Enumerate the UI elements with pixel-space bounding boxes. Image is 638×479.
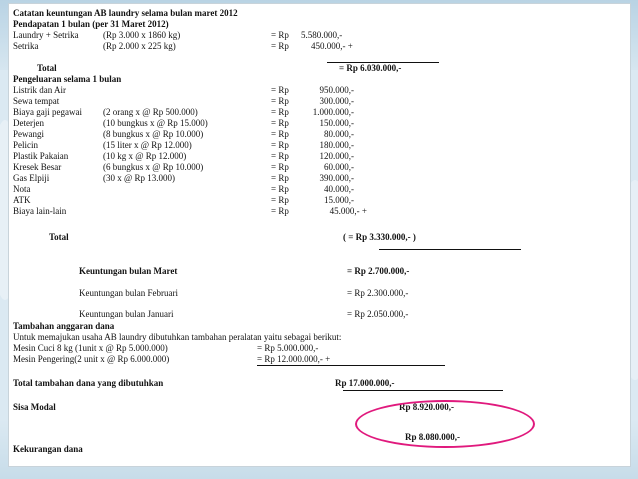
expense-row-detail: (10 kg x @ Rp 12.000) <box>103 151 187 161</box>
expense-row-eq: = Rp <box>271 195 289 205</box>
expense-row-amount: 120.000,- <box>319 151 354 161</box>
expense-row-name: Deterjen <box>13 118 44 128</box>
expense-row-amount: 80.000,- <box>324 129 354 139</box>
expense-row-amount: 950.000,- <box>319 85 354 95</box>
expense-row-name: Sewa tempat <box>13 96 60 106</box>
profit-march-label: Keuntungan bulan Maret <box>79 266 178 276</box>
document-sheet <box>8 3 631 467</box>
expense-row-amount: 15.000,- <box>324 195 354 205</box>
profit-march-value: = Rp 2.700.000,- <box>347 266 410 276</box>
expense-row-amount: 390.000,- <box>319 173 354 183</box>
additional-row-name: Mesin Cuci 8 kg (1unit x @ Rp 5.000.000) <box>13 343 168 353</box>
income-total-label: Total <box>37 63 57 73</box>
additional-total-value: Rp 17.000.000,- <box>335 378 395 388</box>
expense-row-eq: = Rp <box>271 173 289 183</box>
expense-row-eq: = Rp <box>271 118 289 128</box>
capital-label: Sisa Modal <box>13 402 56 412</box>
additional-row-value: = Rp 12.000.000,- + <box>257 354 331 364</box>
expense-row-name: Pelicin <box>13 140 38 150</box>
document-title: Catatan keuntungan AB laundry selama bulan maret 2012 <box>13 8 238 18</box>
expense-row-detail: (15 liter x @ Rp 12.000) <box>103 140 192 150</box>
expense-row-name: Plastik Pakaian <box>13 151 69 161</box>
expense-row-eq: = Rp <box>271 151 289 161</box>
expenses-total-value: ( = Rp 3.330.000,- ) <box>343 232 416 242</box>
income-row-amount: 450.000,- + <box>311 41 353 51</box>
expense-row-eq: = Rp <box>271 184 289 194</box>
expense-row-detail: (30 x @ Rp 13.000) <box>103 173 176 183</box>
additional-total-line <box>343 390 503 391</box>
capital-value: Rp 8.920.000,- <box>399 402 455 412</box>
expense-row-eq: = Rp <box>271 107 289 117</box>
expense-row-amount: 150.000,- <box>319 118 354 128</box>
expenses-header: Pengeluaran selama 1 bulan <box>13 74 122 84</box>
expense-row-eq: = Rp <box>271 140 289 150</box>
income-row-name: Laundry + Setrika <box>13 30 79 40</box>
expense-row-amount: 300.000,- <box>319 96 354 106</box>
income-row-detail: (Rp 3.000 x 1860 kg) <box>103 30 181 40</box>
expense-row-name: Listrik dan Air <box>13 85 66 95</box>
expenses-sum-line <box>379 249 521 250</box>
expense-row-eq: = Rp <box>271 162 289 172</box>
income-row-eq: = Rp <box>271 30 289 40</box>
additional-note: Untuk memajukan usaha AB laundry dibutuhkan tambahan peralatan yaitu sebagai berikut: <box>13 332 342 342</box>
expense-row-eq: = Rp <box>271 129 289 139</box>
profit-jan-value: = Rp 2.050.000,- <box>347 309 409 319</box>
income-row-amount: 5.580.000,- <box>301 30 343 40</box>
expense-row-name: Biaya lain-lain <box>13 206 67 216</box>
profit-feb-value: = Rp 2.300.000,- <box>347 288 409 298</box>
expense-row-amount: 1.000.000,- <box>312 107 354 117</box>
expense-row-name: Biaya gaji pegawai <box>13 107 82 117</box>
profit-feb-label: Keuntungan bulan Februari <box>79 288 178 298</box>
expense-row-detail: (6 bungkus x @ Rp 10.000) <box>103 162 204 172</box>
profit-jan-label: Keuntungan bulan Januari <box>79 309 174 319</box>
expense-row-amount: 45.000,- + <box>329 206 367 216</box>
expense-row-name: Kresek Besar <box>13 162 62 172</box>
expense-row-detail: (8 bungkus x @ Rp 10.000) <box>103 129 204 139</box>
shortfall-value: Rp 8.080.000,- <box>405 432 461 442</box>
expenses-total-label: Total <box>49 232 69 242</box>
additional-sum-line <box>257 365 445 366</box>
expense-row-name: Pewangi <box>13 129 44 139</box>
expense-row-detail: (2 orang x @ Rp 500.000) <box>103 107 198 117</box>
income-row-eq: = Rp <box>271 41 289 51</box>
expense-row-name: Gas Elpiji <box>13 173 50 183</box>
additional-header: Tambahan anggaran dana <box>13 321 115 331</box>
additional-row-name: Mesin Pengering(2 unit x @ Rp 6.000.000) <box>13 354 170 364</box>
expense-row-amount: 60.000,- <box>324 162 354 172</box>
expense-row-eq: = Rp <box>271 96 289 106</box>
income-row-name: Setrika <box>13 41 39 51</box>
expense-row-detail: (10 bungkus x @ Rp 15.000) <box>103 118 208 128</box>
income-total-value: = Rp 6.030.000,- <box>339 63 402 73</box>
expense-row-amount: 180.000,- <box>319 140 354 150</box>
shortfall-label: Kekurangan dana <box>13 444 83 454</box>
expense-row-name: ATK <box>13 195 31 205</box>
additional-total-label: Total tambahan dana yang dibutuhkan <box>13 378 164 388</box>
expense-row-eq: = Rp <box>271 206 289 216</box>
expense-row-name: Nota <box>13 184 31 194</box>
income-row-detail: (Rp 2.000 x 225 kg) <box>103 41 176 51</box>
expense-row-amount: 40.000,- <box>324 184 354 194</box>
income-header: Pendapatan 1 bulan (per 31 Maret 2012) <box>13 19 169 29</box>
expense-row-eq: = Rp <box>271 85 289 95</box>
additional-row-value: = Rp 5.000.000,- <box>257 343 319 353</box>
